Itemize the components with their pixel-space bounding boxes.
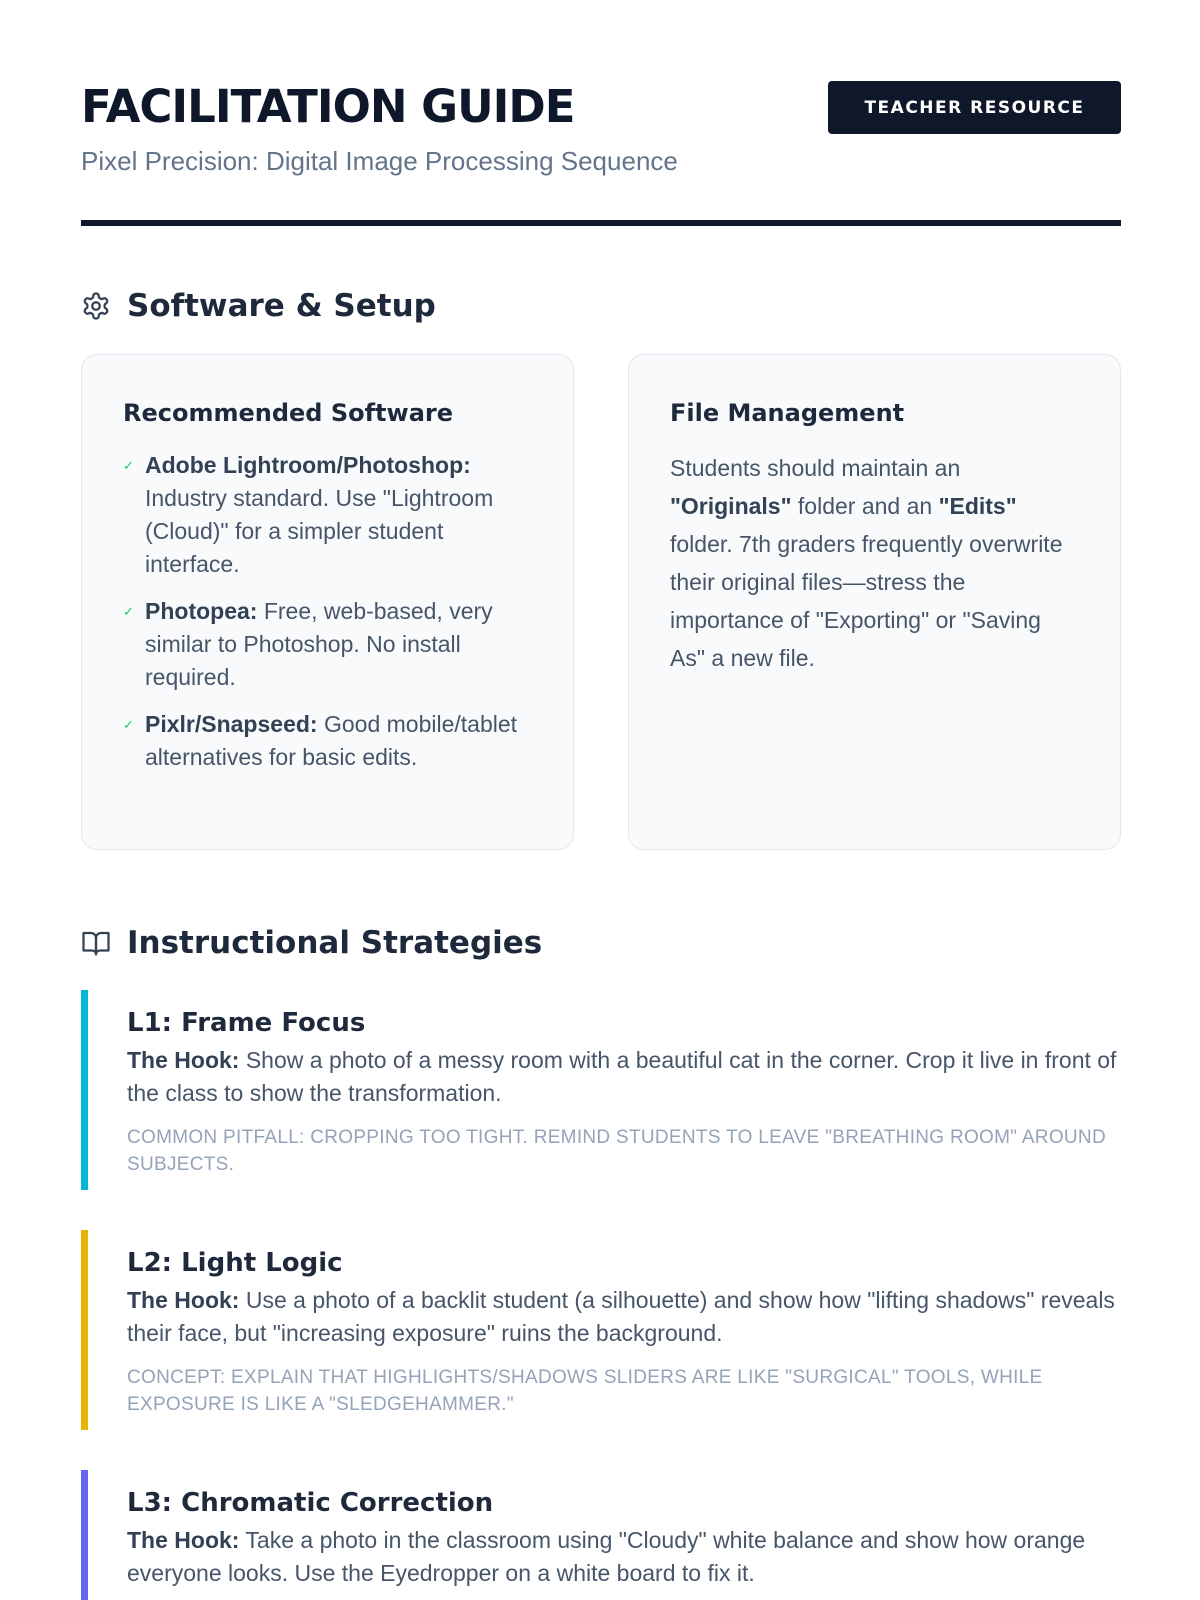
software-description: Industry standard. Use "Lightroom (Cloud)" for a simpler student interface. (145, 485, 494, 577)
strategies-section-heading (81, 925, 542, 961)
list-item (123, 708, 533, 774)
check-icon: ✓ (123, 458, 134, 473)
lesson-accent-bar (81, 1470, 88, 1600)
software-section-title: Software & Setup (127, 288, 436, 324)
list-item (123, 449, 533, 581)
file-management-heading: File Management (670, 399, 905, 427)
lesson-hook (127, 1044, 1121, 1110)
text-run: folder and an (791, 493, 939, 519)
teacher-resource-badge: TEACHER RESOURCE (828, 81, 1121, 134)
lesson-strategy-l3 (81, 1470, 1121, 1600)
lesson-hook (127, 1284, 1121, 1350)
book-open-icon (81, 928, 111, 958)
hook-text: Take a photo in the classroom using "Cloudy" white balance and show how orange everyone looks. Use the Eyedropper on a white board to fix it. (127, 1527, 1086, 1586)
hook-text: Show a photo of a messy room with a beautiful cat in the corner. Crop it live in front of the class to show the transformation. (127, 1047, 1117, 1106)
lesson-hook (127, 1524, 1121, 1590)
file-management-text (670, 449, 1080, 677)
software-description: Free, web-based, very similar to Photoshop. No install required. (145, 598, 493, 690)
file-management-card (628, 354, 1121, 850)
check-icon: ✓ (123, 604, 134, 619)
hook-label: The Hook: (127, 1047, 240, 1073)
hook-label: The Hook: (127, 1527, 240, 1553)
hook-label: The Hook: (127, 1287, 240, 1313)
originals-folder-label: "Originals" (670, 493, 792, 519)
strategies-section-title: Instructional Strategies (127, 925, 543, 961)
lesson-title: L2: Light Logic (127, 1248, 343, 1278)
software-section-heading (81, 288, 436, 324)
recommended-software-card (81, 354, 574, 850)
lesson-strategy-l2 (81, 1230, 1121, 1430)
text-run: Students should maintain an (670, 455, 961, 481)
software-name: Adobe Lightroom/Photoshop: (145, 452, 471, 478)
lesson-title: L1: Frame Focus (127, 1008, 366, 1038)
lesson-note: COMMON PITFALL: CROPPING TOO TIGHT. REMIND STUDENTS TO LEAVE "BREATHING ROOM" AROUND SUBJECTS. (127, 1127, 1106, 1175)
lesson-accent-bar (81, 1230, 88, 1430)
edits-folder-label: "Edits" (938, 493, 1017, 519)
software-description: Good mobile/tablet alternatives for basic edits. (145, 711, 518, 770)
list-item (123, 595, 533, 694)
lesson-title: L3: Chromatic Correction (127, 1488, 494, 1518)
check-icon: ✓ (123, 717, 134, 732)
software-name: Photopea: (145, 598, 258, 624)
lesson-accent-bar (81, 990, 88, 1190)
recommended-software-heading: Recommended Software (123, 399, 454, 427)
lesson-strategy-l1 (81, 990, 1121, 1190)
gear-icon (81, 291, 111, 321)
page-title: FACILITATION GUIDE (81, 80, 575, 133)
hook-text: Use a photo of a backlit student (a silhouette) and show how "lifting shadows" reveals their face, but "increasing exposure" ruins the background. (127, 1287, 1115, 1346)
page-subtitle: Pixel Precision: Digital Image Processing Sequence (81, 146, 678, 176)
lesson-note: CONCEPT: EXPLAIN THAT HIGHLIGHTS/SHADOWS SLIDERS ARE LIKE "SURGICAL" TOOLS, WHILE EXPOSURE IS LIKE A "SLEDGEHAMMER." (127, 1367, 1043, 1415)
text-run: folder. 7th graders frequently overwrite their original files—stress the importance of "Exporting" or "Saving As" a new file. (670, 531, 1063, 671)
software-name: Pixlr/Snapseed: (145, 711, 318, 737)
header-divider (81, 220, 1121, 226)
software-list (123, 449, 533, 774)
